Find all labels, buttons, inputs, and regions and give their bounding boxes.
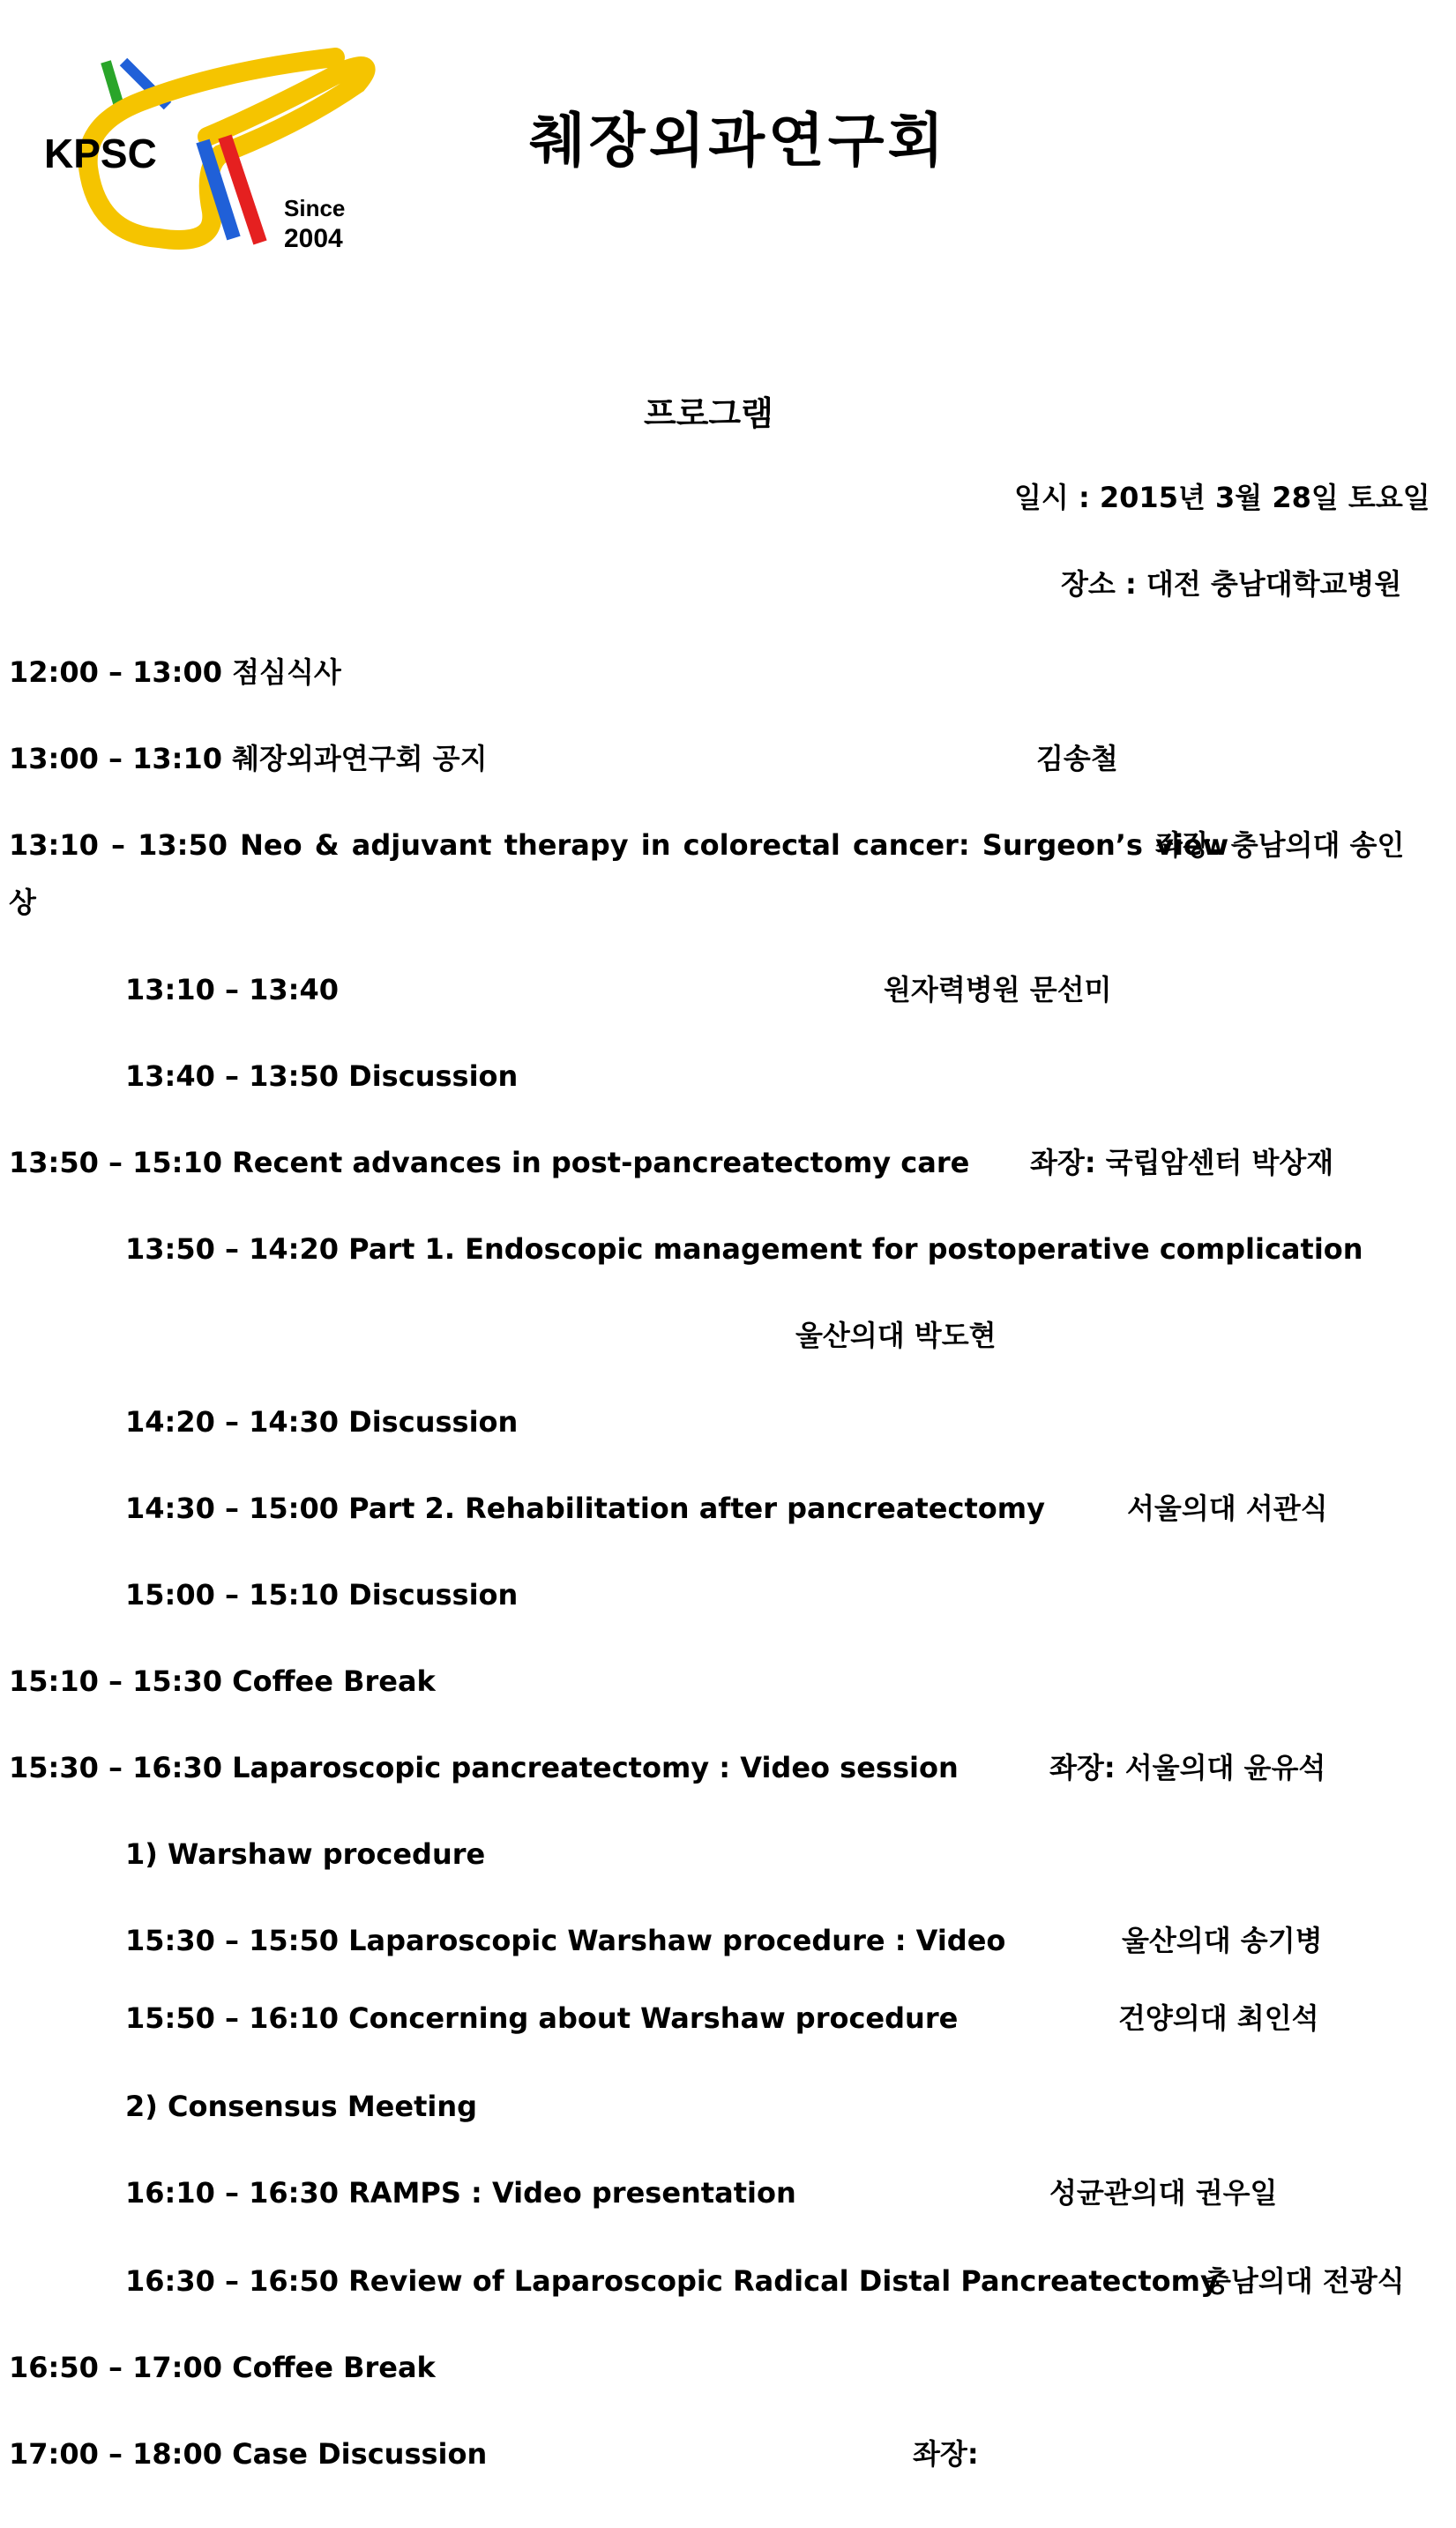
chairperson: 좌장: 충남의대 송인 [1155, 828, 1405, 862]
schedule-subitem: 15:00 – 15:10 Discussion [125, 1578, 519, 1612]
speaker: 성균관의대 권우일 [1049, 2176, 1278, 2210]
schedule-item: 15:30 – 16:30 Laparoscopic pancreatectomy : Video session [9, 1751, 959, 1784]
speaker: 원자력병원 문선미 [884, 973, 1112, 1006]
subsection-heading: 2) Consensus Meeting [125, 2090, 478, 2123]
schedule-item: 12:00 – 13:00 점심식사 [9, 655, 341, 689]
logo-since-year: 2004 [284, 224, 343, 253]
event-date: 일시 : 2015년 3월 28일 토요일 [1014, 481, 1430, 514]
schedule-subitem: 14:20 – 14:30 Discussion [125, 1405, 519, 1439]
schedule-subitem: 13:40 – 13:50 Discussion [125, 1059, 519, 1093]
program-title: 프로그램 [644, 394, 773, 433]
chairperson: 좌장: 국립암센터 박상재 [1030, 1146, 1334, 1179]
schedule-item: 13:00 – 13:10 췌장외과연구회 공지 [9, 742, 488, 775]
speaker: 울산의대 박도현 [795, 1319, 997, 1352]
schedule-subitem: 13:10 – 13:40 [125, 973, 339, 1006]
event-venue: 장소 : 대전 충남대학교병원 [1061, 567, 1402, 601]
schedule-subitem: 15:30 – 15:50 Laparoscopic Warshaw procedure : Video [125, 1924, 1006, 1957]
schedule-subitem: 16:10 – 16:30 RAMPS : Video presentation [125, 2176, 796, 2210]
schedule-subitem: 16:30 – 16:50 Review of Laparoscopic Radical Distal Pancreatectomy [125, 2264, 1219, 2298]
schedule-item: 15:10 – 15:30 Coffee Break [9, 1664, 436, 1698]
org-title: 췌장외과연구회 [529, 107, 948, 175]
schedule-item: 13:10 – 13:50 Neo & adjuvant therapy in colorectal cancer: Surgeon’s view [9, 828, 1229, 862]
schedule-item: 16:50 – 17:00 Coffee Break [9, 2351, 436, 2384]
schedule-item: 13:50 – 15:10 Recent advances in post-pancreatectomy care [9, 1146, 970, 1179]
chairperson: 좌장: [913, 2437, 979, 2471]
schedule-subitem: 15:50 – 16:10 Concerning about Warshaw procedure [125, 2001, 959, 2035]
logo-since-label: Since [284, 195, 346, 221]
speaker: 김송철 [1036, 742, 1118, 775]
speaker: 건양의대 최인석 [1118, 2001, 1319, 2035]
logo-text: KPSC [44, 131, 157, 176]
schedule-subitem: 14:30 – 15:00 Part 2. Rehabilitation after pancreatectomy [125, 1492, 1045, 1525]
schedule-item: 17:00 – 18:00 Case Discussion [9, 2437, 488, 2471]
schedule-subitem: 13:50 – 14:20 Part 1. Endoscopic management for postoperative complication [125, 1232, 1363, 1266]
speaker: 충남의대 전광식 [1204, 2264, 1405, 2298]
speaker: 울산의대 송기병 [1122, 1924, 1323, 1957]
speaker: 서울의대 서관식 [1127, 1492, 1328, 1525]
kpsc-logo [35, 35, 388, 265]
chairperson-wrap: 상 [9, 886, 36, 919]
subsection-heading: 1) Warshaw procedure [125, 1837, 486, 1871]
chairperson: 좌장: 서울의대 윤유석 [1049, 1751, 1326, 1784]
